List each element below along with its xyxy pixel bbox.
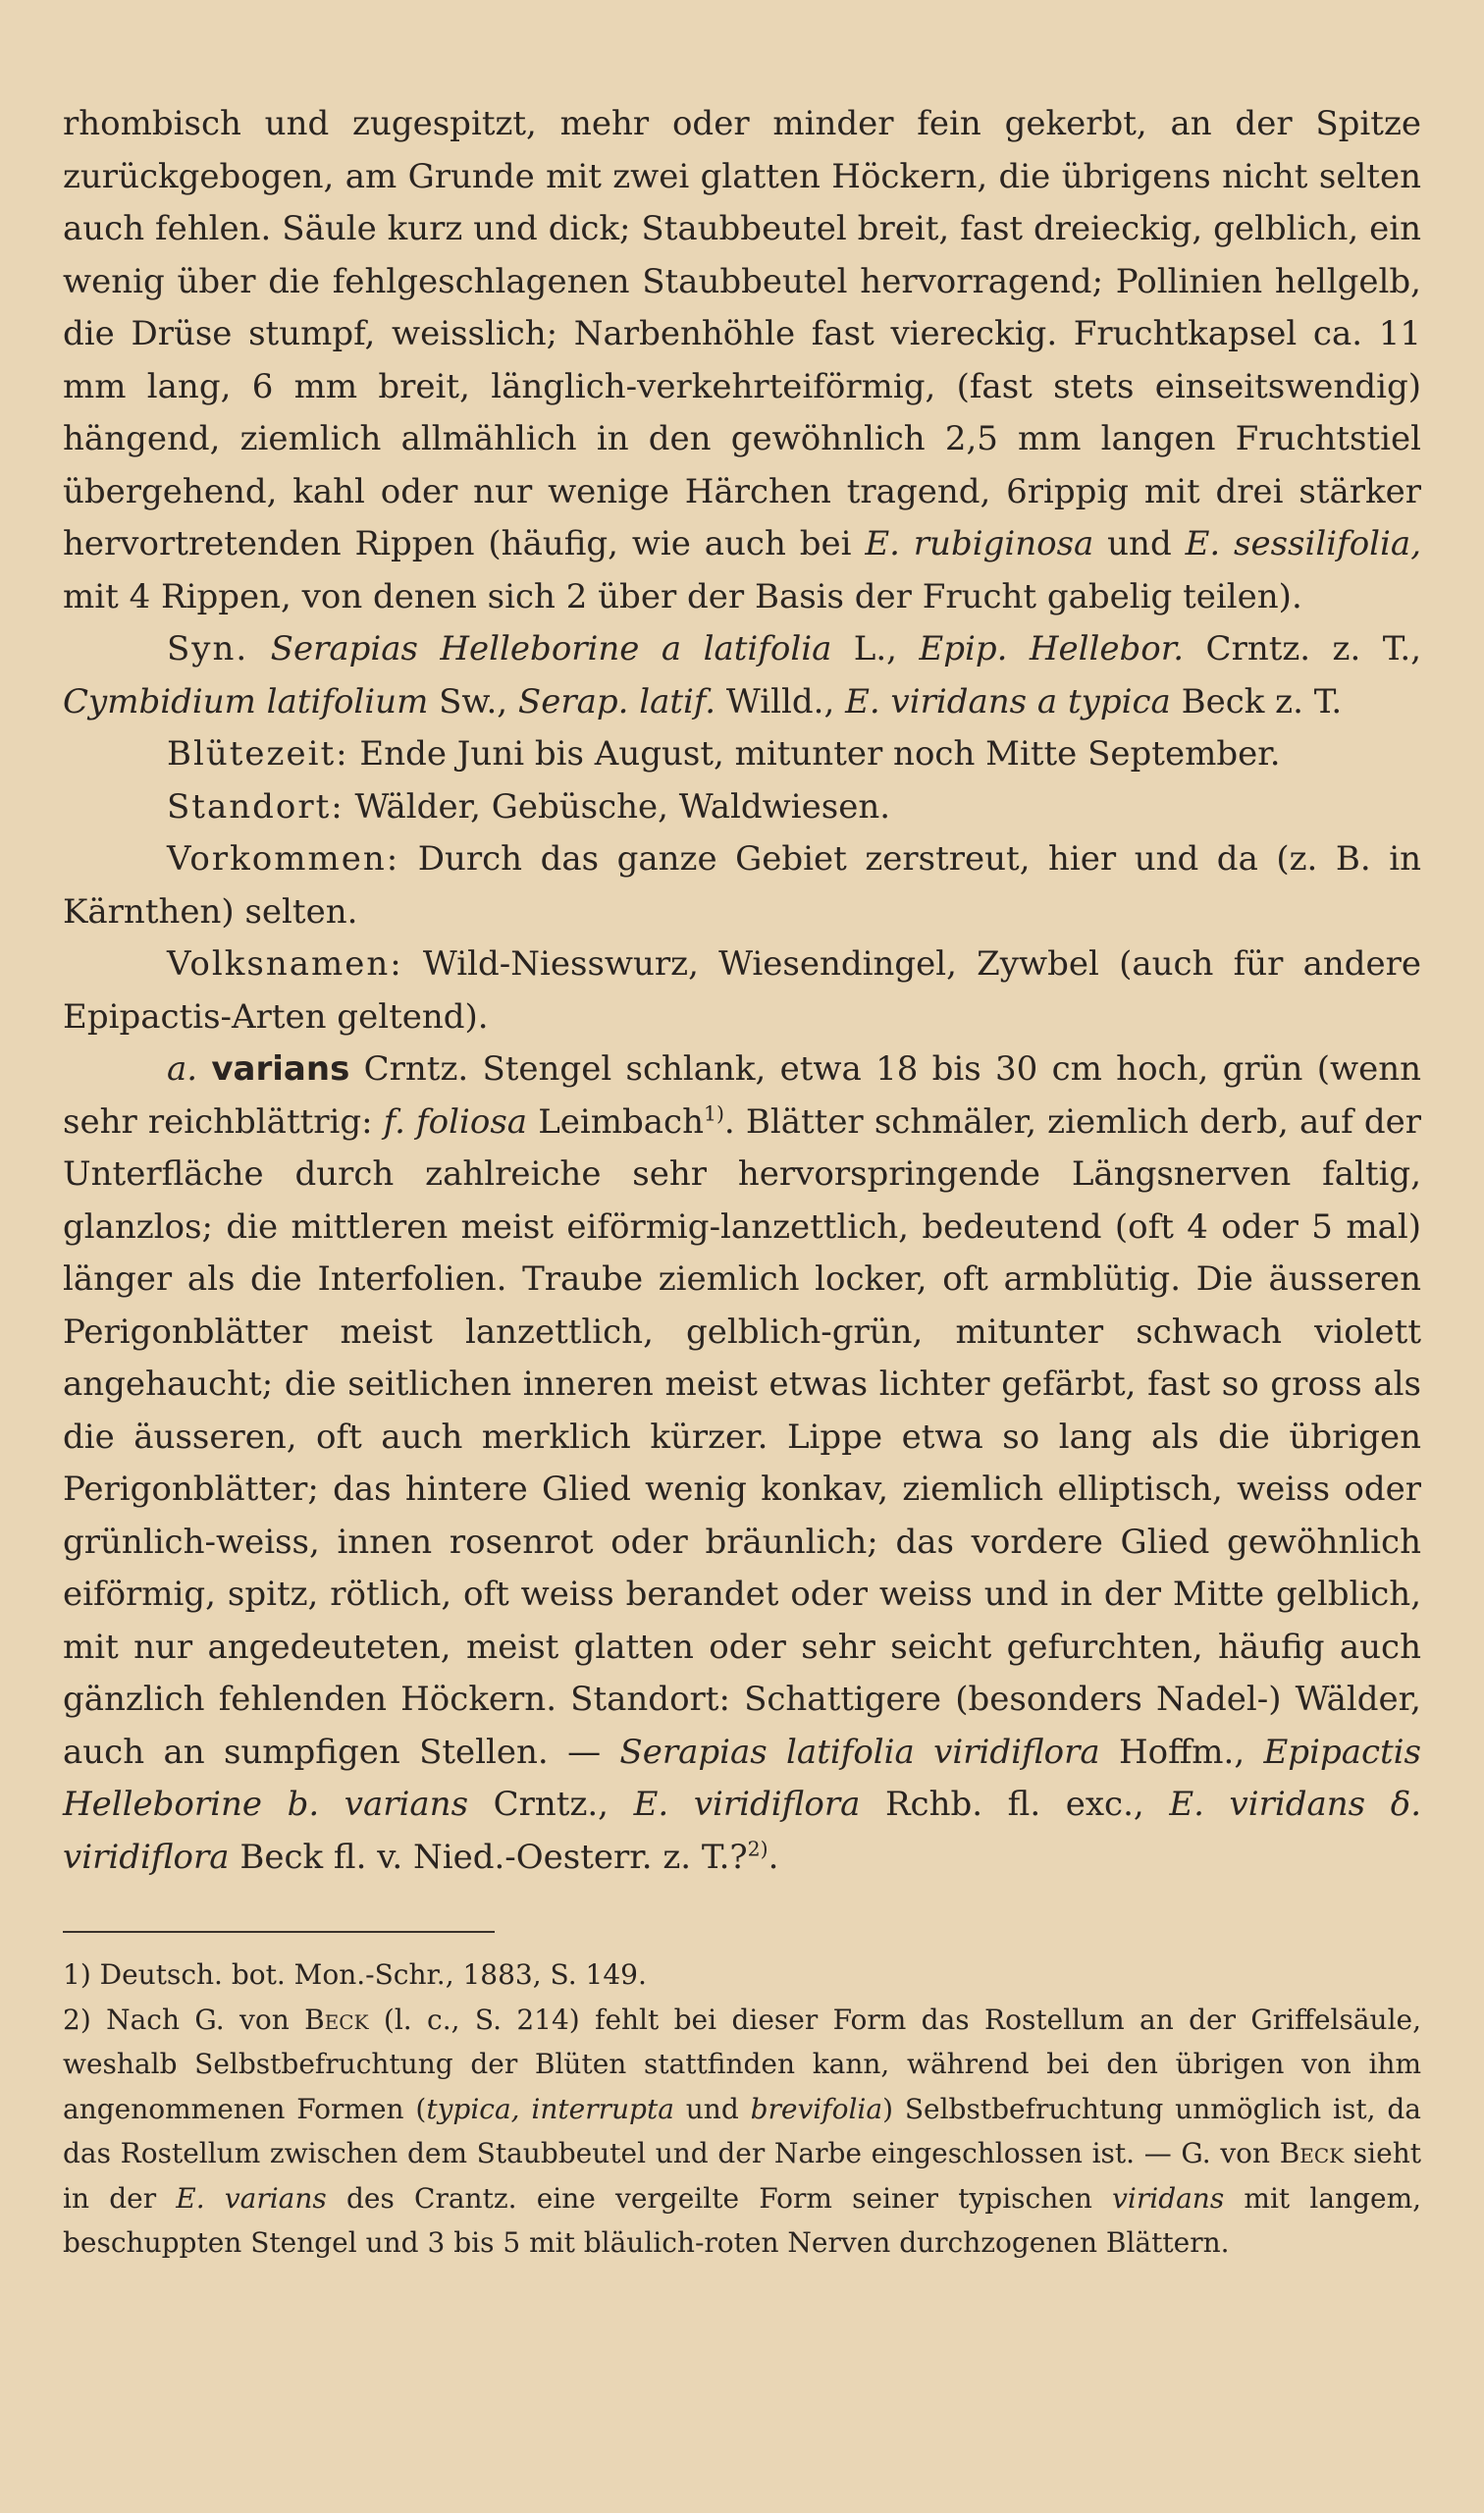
text-segment: (l. c., S. 214) fehlt bei dieser Form das Rostellum an der Griffelsäule, weshalb Selbstbefruchtung der Blüten stattfinden kann, während bei den übrigen von ihm angenommenen Formen ( <box>63 2003 1421 2125</box>
text-segment: Beck <box>304 2003 369 2036</box>
text-segment: Epip. Hellebor. <box>919 629 1185 668</box>
text-segment: und <box>673 2092 751 2125</box>
text-segment: Serap. latif. <box>517 681 716 722</box>
text-segment: f. foliosa <box>383 1101 528 1142</box>
text-segment: Willd., <box>716 681 846 722</box>
text-segment: Hoffm., <box>1099 1732 1264 1772</box>
text-segment: Wälder, Gebüsche, Waldwiesen. <box>344 786 891 827</box>
text-segment: E. sessilifolia, <box>1185 524 1421 563</box>
paragraph <box>63 728 1421 781</box>
text-segment: ) Selbstbefruchtung unmöglich ist, da das Rostellum zwischen dem Staubbeutel und der Narbe eingeschlossen ist. — G. von <box>63 2092 1421 2169</box>
footnote <box>63 1952 1421 1998</box>
text-segment: Crntz. Stengel schlank, etwa 18 bis 30 cm hoch, grün (wenn sehr reichblättrig: <box>63 1049 1421 1142</box>
text-segment <box>197 1049 211 1089</box>
text-segment: E. varians <box>176 2181 327 2215</box>
text-segment: . <box>768 1837 779 1877</box>
text-segment: varians <box>211 1049 350 1089</box>
footnote <box>63 1998 1421 2266</box>
text-segment: Serapias Helleborine a latifolia <box>270 629 832 668</box>
text-segment: Beck z. T. <box>1170 681 1343 722</box>
text-segment: Rchb. fl. exc., <box>860 1785 1170 1824</box>
paragraph <box>63 1043 1421 1884</box>
text-segment: Sw., <box>428 681 518 722</box>
main-text <box>63 98 1421 1884</box>
text-segment: Beck <box>1279 2137 1345 2169</box>
text-segment: Wild-Niesswurz, Wiesendingel, Zywbel (auch für andere Epipactis-Arten geltend). <box>63 944 1421 1037</box>
text-segment: Crntz., <box>468 1785 634 1824</box>
text-segment: mit langem, beschuppten Stengel und 3 bis 5 mit bläulich-roten Nerven durchzogenen Blättern. <box>63 2181 1422 2259</box>
text-segment: . Blätter schmäler, ziemlich derb, auf der Unterfläche durch zahlreiche sehr hervorspringende Längsnerven faltig, glanzlos; die mittleren meist eiförmig-lanzettlich, bedeutend (oft 4 oder 5 mal) länger als die Interfolien. Traube ziemlich locker, oft armblütig. Die äusseren Perigonblätter meist lanzettlich, gelblich-grün, mitunter schwach violett angehaucht; die seitlichen inneren meist etwas lichter gefärbt, fast so gross als die äusseren, oft auch merklich kürzer. Lippe etwa so lang als die übrigen Perigonblätter; das hintere Glied wenig konkav, ziemlich elliptisch, weiss oder grünlich-weiss, innen rosenrot oder bräunlich; das vordere Glied gewöhnlich eiförmig, spitz, rötlich, oft weiss berandet oder weiss und in der Mitte gelblich, mit nur angedeuteten, meist glatten oder sehr seicht gefurchten, häufig auch gänzlich fehlenden Höckern. Standort: Schattigere (besonders Nadel-) Wälder, auch an sumpfigen Stellen. — <box>63 1101 1421 1772</box>
text-segment: Cymbidium latifolium <box>63 681 429 722</box>
text-segment: L., <box>831 629 920 668</box>
text-segment: des Crantz. eine vergeilte Form seiner typischen <box>326 2181 1113 2215</box>
paragraph <box>63 623 1421 728</box>
text-segment: sieht in der <box>63 2137 1421 2215</box>
text-segment <box>248 629 270 668</box>
text-segment: Blütezeit: <box>167 734 349 774</box>
text-segment: 2) <box>747 1837 768 1861</box>
footnotes <box>63 1952 1421 2266</box>
text-segment: Durch das ganze Gebiet zerstreut, hier und da (z. B. in Kärnthen) selten. <box>63 839 1421 932</box>
text-segment: E. viridans δ. viridiflora <box>63 1785 1422 1877</box>
text-segment: Crntz. z. T., <box>1184 629 1422 668</box>
paragraph <box>63 781 1421 834</box>
text-segment: Vorkommen: <box>167 839 400 879</box>
text-segment: 1) <box>703 1101 724 1126</box>
paragraph <box>63 833 1421 938</box>
text-segment: a. <box>167 1049 198 1089</box>
text-segment: Standort: <box>167 786 344 827</box>
text-segment: Beck fl. v. Nied.-Oesterr. z. T.? <box>229 1837 748 1877</box>
text-segment: rhombisch und zugespitzt, mehr oder minder fein gekerbt, an der Spitze zurückgebogen, am Grunde mit zwei glatten Höckern, die übrigens nicht selten auch fehlen. Säule kurz und dick; Staubbeutel breit, fast dreieckig, gelblich, ein wenig über die fehlgeschlagenen Staubbeutel hervorragend; Pollinien hellgelb, die Drüse stumpf, weisslich; Narbenhöhle fast viereckig. Fruchtkapsel ca. 11 mm lang, 6 mm breit, länglich-verkehrteiförmig, (fast stets einseitswendig) hängend, ziemlich allmählich in den gewöhnlich 2,5 mm langen Fruchtstiel übergehend, kahl oder nur wenige Härchen tragend, 6rippig mit drei stärker hervortretenden Rippen (häufig, wie auch bei <box>63 104 1421 563</box>
footnote-divider <box>63 1931 495 1933</box>
text-segment: Serapias latifolia viridiflora <box>619 1732 1100 1772</box>
text-segment: E. viridans a typica <box>845 681 1171 722</box>
text-segment: Volksnamen: <box>167 944 403 984</box>
text-segment: brevifolia <box>750 2092 883 2125</box>
text-segment: Syn. <box>167 629 249 668</box>
text-segment: 1) Deutsch. bot. Mon.-Schr., 1883, S. 149. <box>63 1958 647 1991</box>
text-segment: viridans <box>1112 2181 1225 2215</box>
text-segment: und <box>1093 524 1186 563</box>
text-segment: Leimbach <box>527 1101 704 1142</box>
text-segment: 2) Nach G. von <box>63 2003 305 2036</box>
text-segment: Epipactis Helleborine b. varians <box>63 1732 1422 1824</box>
text-segment: typica, interrupta <box>426 2092 674 2125</box>
text-segment: E. rubiginosa <box>865 524 1094 563</box>
paragraph <box>63 938 1421 1043</box>
text-segment: Ende Juni bis August, mitunter noch Mitte September. <box>348 734 1281 774</box>
text-segment: E. viridiflora <box>633 1785 861 1824</box>
text-segment: mit 4 Rippen, von denen sich 2 über der Basis der Frucht gabelig teilen). <box>63 576 1302 616</box>
paragraph <box>63 98 1421 623</box>
